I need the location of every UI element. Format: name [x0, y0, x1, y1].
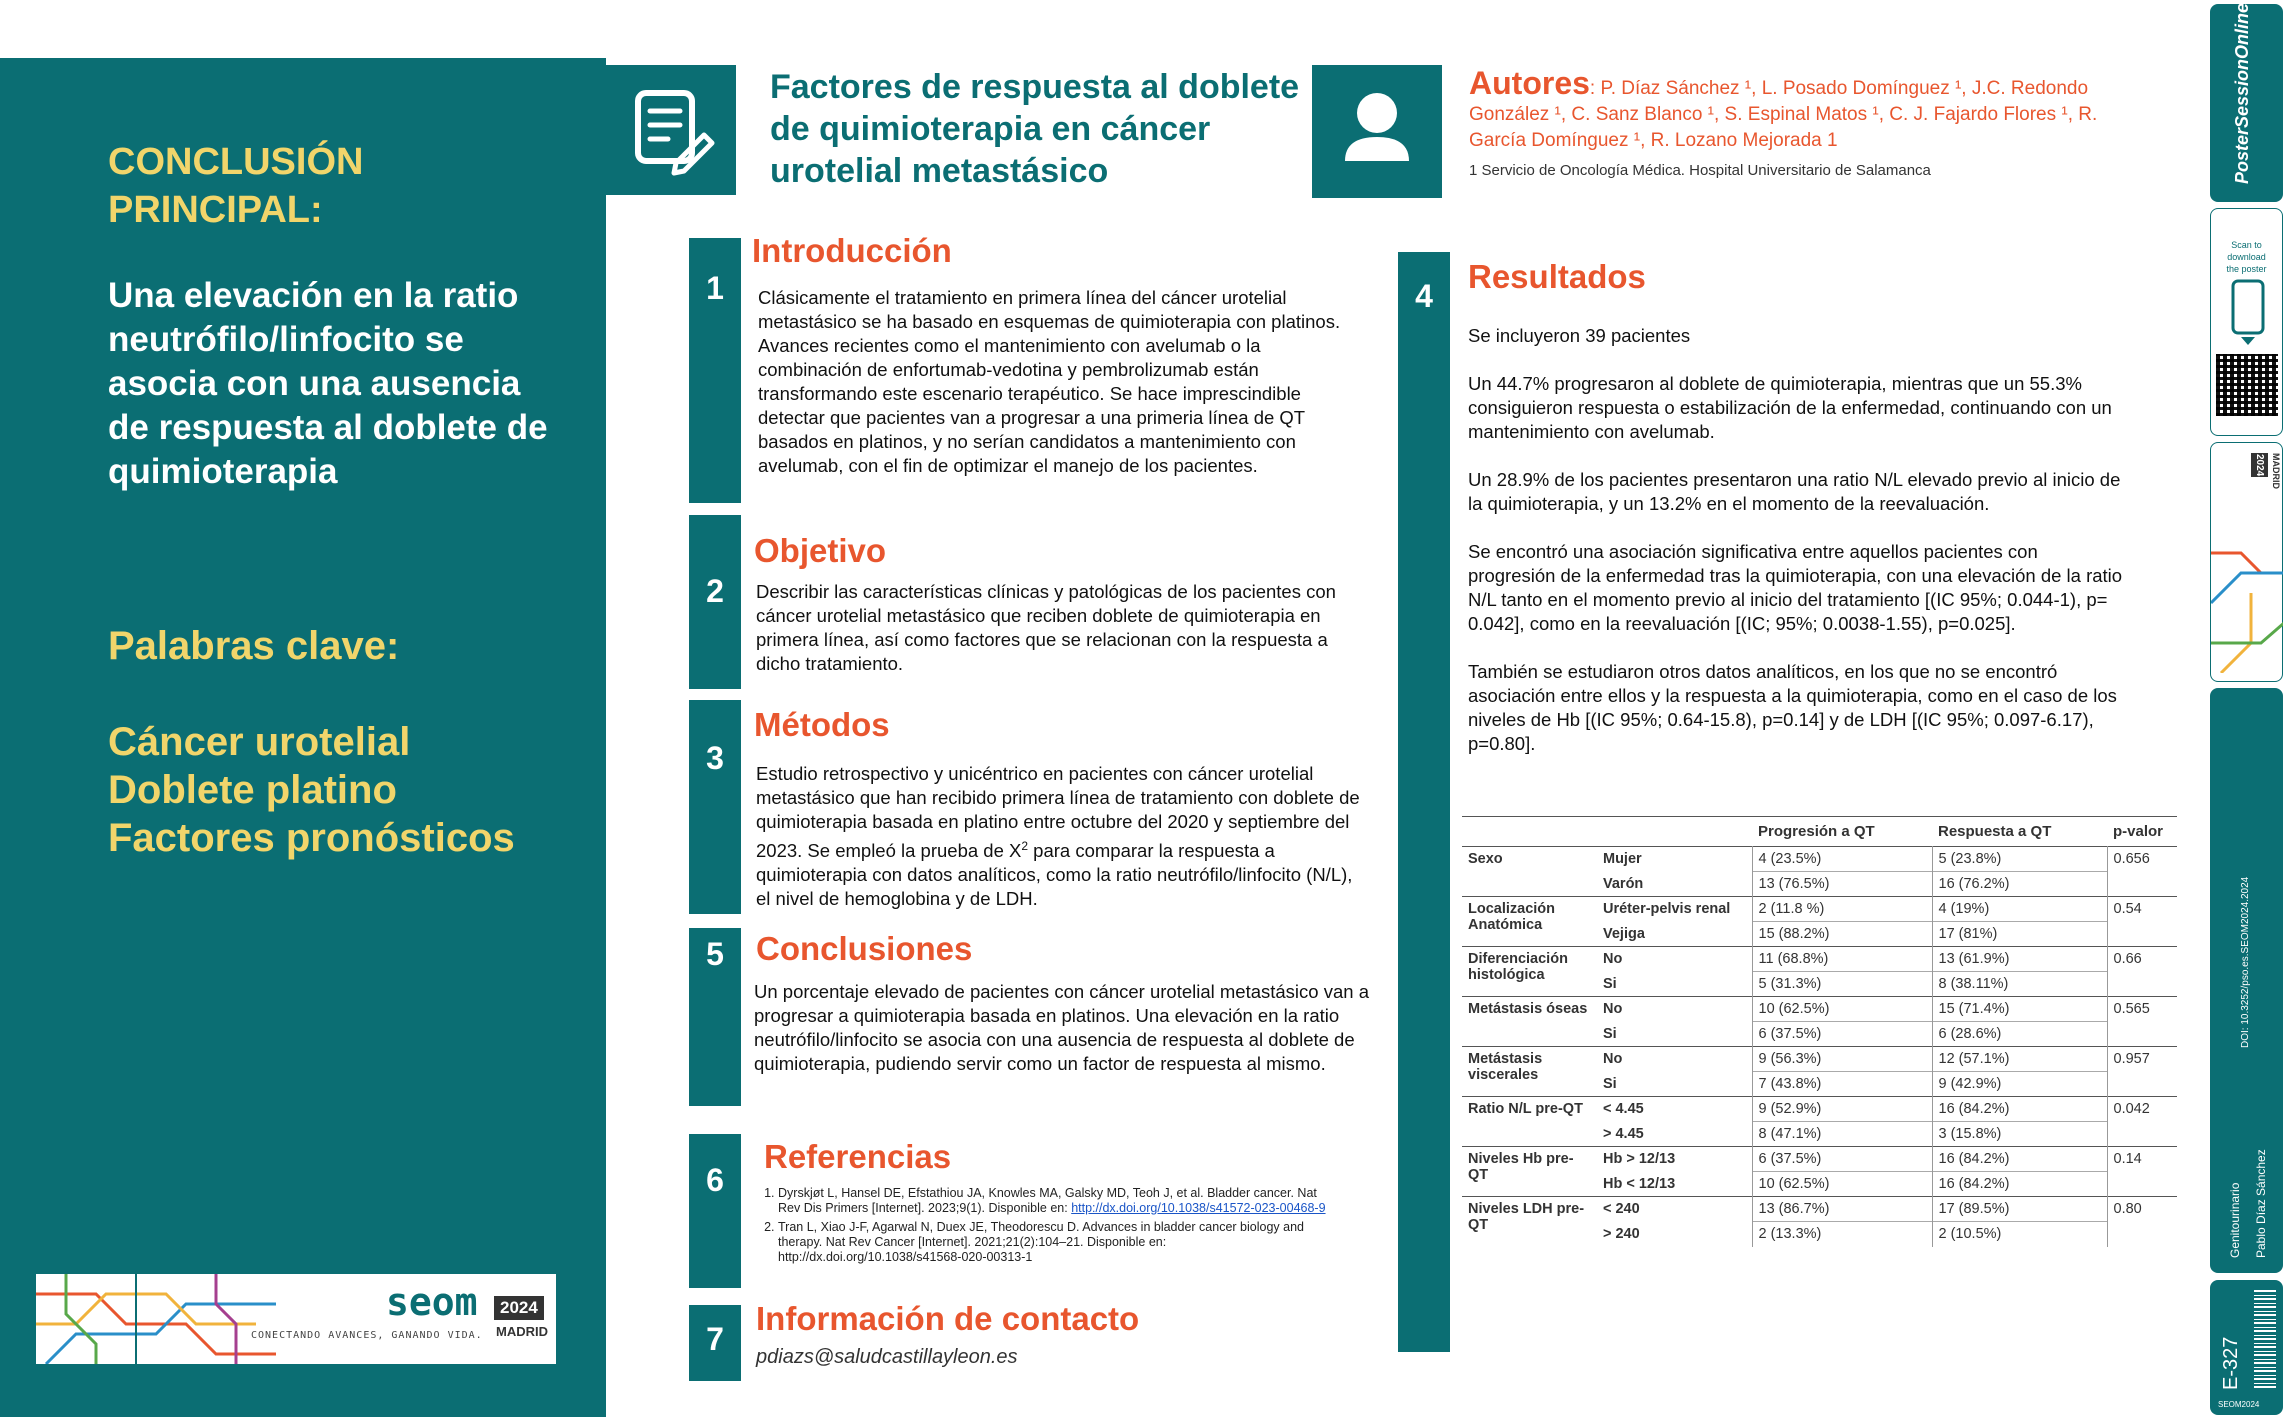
table-cell: 15 (88.2%) [1752, 922, 1932, 947]
sub-label: Mujer [1603, 851, 1642, 867]
keyword-2: Doblete platino [108, 768, 397, 812]
table-cell: 2 (13.3%) [1752, 1222, 1932, 1247]
table-cell: 16 (84.2%) [1932, 1097, 2107, 1122]
p-value: 0.656 [2107, 847, 2177, 897]
keywords-heading: Palabras clave: [108, 624, 400, 668]
sub-label: Si [1603, 975, 1617, 992]
table-cell: 5 (23.8%) [1932, 847, 2107, 872]
document-edit-icon [606, 65, 736, 195]
objective-body: Describir las características clínicas y patológicas de los pacientes con cáncer urotelial metastásico que reciben doblete de quimioterapia en primera línea, así como factores que se relacionan con la respuesta a dicho tratamiento. [756, 581, 1336, 674]
section-1-number: 1 [689, 238, 741, 503]
authors-label: Autores [1469, 65, 1590, 101]
group-label: Localización Anatómica [1462, 897, 1597, 947]
intro-title: Introducción [752, 232, 952, 269]
table-cell: 9 (56.3%) [1752, 1047, 1932, 1072]
strip-scan-block [2210, 208, 2283, 436]
section-5-number: 5 [689, 928, 741, 1106]
table-row [1462, 1147, 2177, 1172]
table-cell: 4 (19%) [1932, 897, 2107, 922]
strip-code-block [2210, 1280, 2283, 1415]
contact-email[interactable]: pdiazs@saludcastillayleon.es [756, 1346, 1018, 1368]
table-cell: 10 (62.5%) [1752, 1172, 1932, 1197]
p-value: 0.80 [2107, 1197, 2177, 1247]
header-response: Respuesta a QT [1938, 823, 2052, 840]
table-cell: 15 (71.4%) [1932, 997, 2107, 1022]
conclusions-body: Un porcentaje elevado de pacientes con cáncer urotelial metastásico van a progresar a quimioterapia basada en platinos. Una elevación en la ratio neutrófilo/linfocito se asocia con una ausencia de respuesta al doblete de quimioterapia, pudiendo servir como un factor de respuesta al mismo. [754, 981, 1369, 1074]
table-cell: 8 (47.1%) [1752, 1122, 1932, 1147]
table-row [1462, 897, 2177, 922]
section-3-number: 3 [689, 700, 741, 914]
table-body [1462, 847, 2177, 1247]
group-label: Metástasis óseas [1462, 997, 1597, 1047]
strip-code: E-327 [2220, 1336, 2242, 1390]
sub-label: Si [1603, 1025, 1617, 1042]
sub-label: Si [1603, 1075, 1617, 1092]
table-cell: 9 (42.9%) [1932, 1072, 2107, 1097]
results-paragraph: Se incluyeron 39 pacientes [1468, 325, 1691, 346]
scan-text: Scan to download the poster [2226, 240, 2267, 274]
results-paragraph: Un 44.7% progresaron al doblete de quimioterapia, mientras que un 55.3% consiguieron respuesta o estabilización de la enfermedad, continuando con un mantenimiento con avelumab. [1468, 373, 2112, 442]
sub-label: No [1597, 947, 1752, 972]
table-cell: 12 (57.1%) [1932, 1047, 2107, 1072]
seom-year: 2024 [494, 1296, 544, 1320]
p-value: 0.54 [2107, 897, 2177, 947]
table-cell: 2 (10.5%) [1932, 1222, 2107, 1247]
table-cell: 16 (76.2%) [1932, 872, 2107, 897]
sub-label: Hb > 12/13 [1597, 1147, 1752, 1172]
user-icon [1312, 65, 1442, 198]
group-label: Niveles LDH pre-QT [1462, 1197, 1597, 1247]
strip-brand-block [2210, 4, 2283, 202]
methods-sup: 2 [1021, 839, 1029, 853]
strip-event-block [2210, 442, 2283, 682]
sub-label: Hb < 12/13 [1603, 1175, 1676, 1192]
authors-block [1469, 65, 2159, 154]
table-row [1462, 947, 2177, 972]
section-2-number: 2 [689, 515, 741, 689]
strip-event-year: 2024 [2251, 453, 2268, 477]
section-7-number: 7 [689, 1305, 741, 1381]
table-cell: 11 (68.8%) [1752, 947, 1932, 972]
table-row [1462, 1097, 2177, 1122]
keyword-3: Factores pronósticos [108, 816, 515, 860]
results-paragraph: Se encontró una asociación significativa entre aquellos pacientes con progresión de la enfermedad tras la quimioterapia, con una elevación de la ratio N/L tanto en el momento previo al inicio del tratamiento [(IC 95%; 0.044-1), p= 0.042], como en la reevaluación [(IC; 95%; 0.0038-1.55), p=0.025]. [1468, 541, 2123, 634]
results-paragraph: Un 28.9% de los pacientes presentaron una ratio N/L elevado previo al inicio de la quimioterapia, y un 13.2% en el momento de la reevaluación. [1468, 469, 2121, 514]
title-icon-box [606, 65, 736, 195]
group-label: Diferenciación histológica [1462, 947, 1597, 997]
poster-title: Factores de respuesta al doblete de quimioterapia en cáncer urotelial metastásico [770, 68, 1300, 190]
sub-label: > 240 [1603, 1225, 1640, 1242]
sub-label: Uréter-pelvis renal [1597, 897, 1752, 922]
strip-event: SEOM2024 [2218, 1400, 2260, 1409]
p-value: 0.565 [2107, 997, 2177, 1047]
header-progression: Progresión a QT [1758, 823, 1875, 840]
table-cell: 7 (43.8%) [1752, 1072, 1932, 1097]
table-cell: 6 (37.5%) [1752, 1147, 1932, 1172]
results-body [1468, 324, 2128, 756]
reference-item: 2. Tran L, Xiao J-F, Agarwal N, Duex JE, Theodorescu D. Advances in bladder cancer biology and therapy. Nat Rev Cancer [Internet]. 2021;21(2):104–21. Disponible en: http://dx.doi.org/10.1038/s41568-020-00313-1 [778, 1220, 1333, 1265]
strip-event-city: MADRID [2271, 453, 2281, 489]
conclusions-title: Conclusiones [756, 930, 973, 967]
table-header-row [1462, 817, 2177, 847]
table-cell: 17 (89.5%) [1932, 1197, 2107, 1222]
authors-list: : P. Díaz Sánchez ¹, L. Posado Domínguez ¹, J.C. Redondo González ¹, C. Sanz Blanco ¹, S. Espinal Matos ¹, C. J. Fajardo Flores ¹, R. García Domínguez ¹, R. Lozano Mejorada 1 [1469, 78, 2098, 151]
table-cell: 16 (84.2%) [1932, 1172, 2107, 1197]
references-title: Referencias [764, 1138, 952, 1175]
section-6-number: 6 [689, 1134, 741, 1288]
table-row [1462, 847, 2177, 872]
table-cell: 2 (11.8 %) [1752, 897, 1932, 922]
barcode [2254, 1288, 2276, 1388]
p-value: 0.14 [2107, 1147, 2177, 1197]
table-cell: 6 (37.5%) [1752, 1022, 1932, 1047]
methods-body-a: Estudio retrospectivo y unicéntrico en pacientes con cáncer urotelial metastásico que han recibido primera línea de tratamiento con doblete de quimioterapia basada en platino entre octubre del 2020 y septiembre del 2023. Se empleó la prueba de X [756, 763, 1360, 862]
table-cell: 13 (61.9%) [1932, 947, 2107, 972]
references-list [778, 1186, 1333, 1265]
p-value: 0.042 [2107, 1097, 2177, 1147]
sub-label: Vejiga [1603, 925, 1645, 942]
table-cell: 6 (28.6%) [1932, 1022, 2107, 1047]
methods-body [756, 762, 1371, 911]
sub-label: < 4.45 [1597, 1097, 1752, 1122]
table-cell: 13 (76.5%) [1752, 872, 1932, 897]
strip-info-block [2210, 688, 2283, 1273]
strip-brand: PosterSessionOnline [2232, 2, 2252, 184]
table-cell: 8 (38.11%) [1932, 972, 2107, 997]
table-cell: 9 (52.9%) [1752, 1097, 1932, 1122]
group-label: Niveles Hb pre-QT [1462, 1147, 1597, 1197]
methods-title: Métodos [754, 706, 890, 743]
contact-title: Información de contacto [756, 1300, 1140, 1337]
group-label: Metástasis viscerales [1462, 1047, 1597, 1097]
strip-doi: DOI: 10.3252/pso.es.SEOM2024.2024 [2240, 876, 2251, 1048]
seom-city: MADRID [496, 1324, 548, 1339]
objective-title: Objetivo [754, 532, 887, 569]
table-cell: 17 (81%) [1932, 922, 2107, 947]
table-cell: 13 (86.7%) [1752, 1197, 1932, 1222]
seom-banner [36, 1274, 556, 1364]
results-paragraph: También se estudiaron otros datos analíticos, en los que no se encontró asociación entre ellos y la respuesta a la quimioterapia, como en el caso de los niveles de Hb [(IC 95%; 0.64-15.8), p=0.14] y de LDH [(IC 95%; 0.097-6.17), p=0.80]. [1468, 661, 2117, 754]
table-cell: 5 (31.3%) [1752, 972, 1932, 997]
seom-logo-text: seom [386, 1280, 478, 1324]
table-cell: 16 (84.2%) [1932, 1147, 2107, 1172]
sub-label: No [1597, 1047, 1752, 1072]
qr-code[interactable] [2216, 354, 2278, 416]
strip-author: Pablo Díaz Sánchez [2254, 1149, 2268, 1258]
p-value: 0.957 [2107, 1047, 2177, 1097]
sub-label: No [1597, 997, 1752, 1022]
strip-metro-graphic [2211, 533, 2283, 673]
main-conclusion-heading: CONCLUSIÓN PRINCIPAL: [108, 141, 364, 231]
phone-icon [2211, 275, 2283, 345]
seom-tagline: CONECTANDO AVANCES, GANANDO VIDA. [251, 1330, 483, 1341]
table-cell: 3 (15.8%) [1932, 1122, 2107, 1147]
intro-body: Clásicamente el tratamiento en primera línea del cáncer urotelial metastásico se ha basado en esquemas de quimioterapia con platinos. Avances recientes como el mantenimiento con avelumab o la combinación de enfortumab-vedotina y pembrolizumab están transformando este escenario terapéutico. Se hace imprescindible detectar que pacientes van a progresar a una primeria línea de QT basados en platinos, y no serían candidatos a mantenimiento con avelumab, con el fin de optimizar el manejo de los pacientes. [758, 287, 1341, 476]
reference-item: 1. Dyrskjøt L, Hansel DE, Efstathiou JA, Knowles MA, Galsky MD, Teoh J, et al. Bladder cancer. Nat Rev Dis Primers [Internet]. 2023;9(1). Disponible en: http://dx.doi.org/10.1038/s41572-023-00468-9 [778, 1186, 1333, 1216]
affiliation: 1 Servicio de Oncología Médica. Hospital Universitario de Salamanca [1469, 162, 1931, 179]
table-row [1462, 997, 2177, 1022]
table-cell: 4 (23.5%) [1752, 847, 1932, 872]
section-4-number: 4 [1398, 252, 1450, 1352]
metro-map-graphic [36, 1274, 276, 1364]
table-row [1462, 1047, 2177, 1072]
results-table [1462, 816, 2177, 1247]
table-cell: 10 (62.5%) [1752, 997, 1932, 1022]
sub-label: > 4.45 [1603, 1125, 1644, 1142]
main-conclusion-text: Una elevación en la ratio neutrófilo/linfocito se asocia con una ausencia de respuesta al doblete de quimioterapia [108, 276, 548, 491]
keyword-1: Cáncer urotelial [108, 720, 411, 764]
group-label: Sexo [1468, 851, 1503, 867]
group-label: Ratio N/L pre-QT [1462, 1097, 1597, 1147]
results-title: Resultados [1468, 258, 1646, 295]
methods-body-b: para comparar la respuesta a quimioterapia con datos analíticos, como la ratio neutrófilo/linfocito (N/L), el nivel de hemoglobina y de LDH. [756, 840, 1353, 910]
strip-category: Genitourinario [2228, 1182, 2242, 1258]
sub-label: Varón [1603, 875, 1644, 892]
author-icon-box [1312, 65, 1442, 198]
header-pvalue: p-valor [2113, 823, 2164, 840]
reference-link[interactable]: http://dx.doi.org/10.1038/s41572-023-00468-9 [1071, 1201, 1326, 1215]
p-value: 0.66 [2107, 947, 2177, 997]
sub-label: < 240 [1597, 1197, 1752, 1222]
table-row [1462, 1197, 2177, 1222]
